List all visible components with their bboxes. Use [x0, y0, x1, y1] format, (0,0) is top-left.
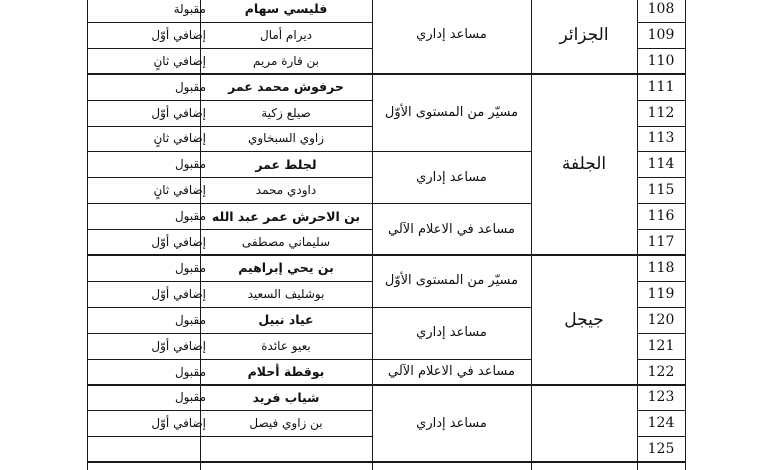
status-cell: مقبول — [174, 157, 206, 172]
candidate-name: فليسي سهام — [244, 1, 328, 17]
row-number: 111 — [647, 78, 675, 95]
candidate-name: سليماني مصطفى — [241, 235, 331, 250]
status-cell: إضافي أوّل — [151, 286, 206, 301]
row-number: 108 — [647, 0, 675, 17]
candidate-name: بن قارة مريم — [253, 53, 319, 68]
status-cell: مقبولة — [173, 1, 206, 16]
post-title: مساعد إداري — [416, 27, 487, 43]
province-name: الجزائر — [559, 24, 609, 45]
status-cell: إضافي ثانٍ — [153, 53, 206, 68]
row-number: 120 — [647, 311, 675, 328]
row-number: 118 — [647, 259, 675, 276]
candidate-name: ديرام أمال — [259, 27, 313, 42]
status-cell: مقبول — [174, 209, 206, 224]
status-cell: إضافي ثانٍ — [153, 183, 206, 198]
candidate-name: شياب فريد — [252, 389, 320, 405]
province-name: الجلفة — [561, 154, 607, 175]
status-cell: إضافي أوّل — [151, 105, 206, 120]
candidate-name — [200, 436, 372, 462]
row-number: 123 — [647, 389, 675, 406]
row-number: 110 — [647, 52, 675, 69]
post-title: مساعد إداري — [416, 415, 487, 431]
status-cell: مقبول — [174, 364, 206, 379]
candidate-name: بعيو عائدة — [261, 338, 311, 353]
status-cell: إضافي أوّل — [151, 416, 206, 431]
row-number: 114 — [647, 156, 675, 173]
status-cell: إضافي أوّل — [151, 235, 206, 250]
candidate-name: لجلط عمر — [255, 156, 317, 172]
post-title: مسيّر من المستوى الأوّل — [384, 273, 519, 289]
candidate-name: بوقطة أحلام — [247, 364, 325, 380]
candidate-name: داودي محمد — [255, 183, 317, 198]
row-number: 119 — [647, 285, 675, 302]
candidate-name: بوشليف السعيد — [247, 286, 325, 301]
candidate-name: بن يحي إبراهيم — [238, 260, 334, 276]
status-cell: مقبول — [174, 312, 206, 327]
row-number: 121 — [647, 337, 675, 354]
candidate-name: حرفوش محمد عمر — [228, 79, 344, 95]
row-number: 117 — [647, 234, 675, 251]
candidate-name: بن زاوي فيصل — [249, 416, 323, 431]
status-cell: مقبول — [174, 79, 206, 94]
candidate-name: زاوي السبخاوي — [247, 131, 325, 146]
candidate-name: صيلع زكية — [261, 105, 311, 120]
status-cell: مقبول — [174, 260, 206, 275]
row-number: 125 — [647, 441, 675, 458]
province-name: جيجل — [564, 309, 604, 330]
status-cell: إضافي أوّل — [151, 27, 206, 42]
post-title: مساعد في الاعلام الآلي — [388, 221, 515, 237]
row-number: 112 — [647, 104, 675, 121]
post-title: مساعد إداري — [416, 325, 487, 341]
row-number: 113 — [647, 130, 675, 147]
candidate-name: بن الاحرش عمر عبد الله — [211, 208, 361, 224]
post-title: مساعد إداري — [416, 169, 487, 185]
row-number: 122 — [647, 363, 675, 380]
province-name — [531, 385, 637, 463]
status-cell: إضافي أوّل — [151, 338, 206, 353]
column-rule — [685, 0, 686, 470]
status-cell — [87, 436, 206, 462]
status-cell: مقبول — [174, 390, 206, 405]
post-title: مساعد في الاعلام الآلي — [388, 364, 515, 380]
row-number: 124 — [647, 415, 675, 432]
row-number: 109 — [647, 26, 675, 43]
row-number: 116 — [647, 208, 675, 225]
candidate-name: عياد نبيل — [258, 312, 314, 328]
post-title: مسيّر من المستوى الأوّل — [384, 105, 519, 121]
row-number: 115 — [647, 182, 675, 199]
status-cell: إضافي ثانٍ — [153, 131, 206, 146]
